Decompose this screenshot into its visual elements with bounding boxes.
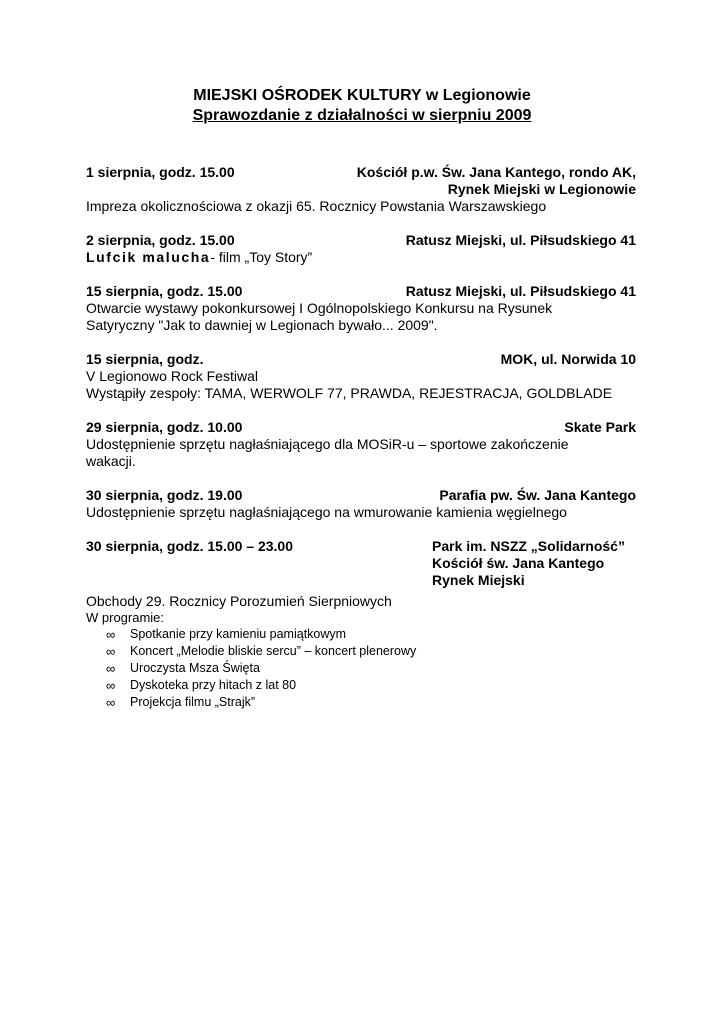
entry-place-line: Kościół p.w. Św. Jana Kantego, rondo AK, <box>356 164 636 180</box>
entry-description: Wystąpiły zespoły: TAMA, WERWOLF 77, PRAWDA, REJESTRACJA, GOLDBLADE <box>86 385 613 401</box>
report-entry <box>86 283 636 334</box>
entry-description: Impreza okolicznościowa z okazji 65. Rocznicy Powstania Warszawskiego <box>86 198 547 214</box>
entry-date: 30 sierpnia, godz. 15.00 – 23.00 <box>86 538 293 554</box>
program-item-text: Koncert „Melodie bliskie sercu” – koncert plenerowy <box>130 644 417 658</box>
entry-place-line: Ratusz Miejski, ul. Piłsudskiego 41 <box>405 232 636 248</box>
entry-place <box>357 164 636 198</box>
entry-place <box>501 351 636 368</box>
entry-place-line: Ratusz Miejski, ul. Piłsudskiego 41 <box>405 283 636 299</box>
report-entry <box>86 487 636 521</box>
report-entry <box>86 538 636 711</box>
document-title: MIEJSKI OŚRODEK KULTURY w Legionowie <box>193 87 531 104</box>
entry-date: 1 sierpnia, godz. 15.00 <box>86 164 235 180</box>
report-entries <box>86 164 636 728</box>
report-entry <box>86 164 636 215</box>
entry-place <box>439 487 636 504</box>
entry-description <box>86 249 636 266</box>
entry-description: Otwarcie wystawy pokonkursowej I Ogólnopolskiego Konkursu na Rysunek <box>86 300 553 316</box>
entry-date: 2 sierpnia, godz. 15.00 <box>86 232 235 248</box>
list-item <box>106 626 636 643</box>
infinity-bullet-icon: ∞ <box>106 661 116 676</box>
entry-date: 30 sierpnia, godz. 19.00 <box>86 487 243 503</box>
entry-description: wakacji. <box>86 453 136 469</box>
entry-description: Udostępnienie sprzętu nagłaśniającego dla MOSiR-u – sportowe zakończenie <box>86 436 569 452</box>
infinity-bullet-icon: ∞ <box>106 644 116 659</box>
entry-place-line: Rynek Miejski w Legionowie <box>447 181 636 197</box>
entry-place-line: Parafia pw. Św. Jana Kantego <box>439 487 636 503</box>
entry-description: V Legionowo Rock Festiwal <box>86 368 258 384</box>
program-item-text: Dyskoteka przy hitach z lat 80 <box>130 678 297 692</box>
entry-place-line: MOK, ul. Norwida 10 <box>500 351 636 367</box>
entry-description: Obchody 29. Rocznicy Porozumień Sierpniowych <box>86 593 392 609</box>
entry-place <box>406 283 636 300</box>
event-detail: - film „Toy Story” <box>210 249 313 265</box>
entry-date: 15 sierpnia, godz. 15.00 <box>86 283 243 299</box>
program-item-text: Spotkanie przy kamieniu pamiątkowym <box>130 627 347 641</box>
infinity-bullet-icon: ∞ <box>106 695 116 710</box>
event-name: Lufcik malucha <box>86 249 211 265</box>
entry-place <box>432 538 636 589</box>
list-item <box>106 643 636 660</box>
entry-place <box>564 419 636 436</box>
list-item <box>106 660 636 677</box>
report-entry <box>86 232 636 266</box>
program-item-text: Projekcja filmu „Strajk” <box>130 695 256 709</box>
entry-place-line: Skate Park <box>564 419 636 435</box>
entry-place-line: Rynek Miejski <box>432 572 525 588</box>
entry-place-line: Kościół św. Jana Kantego <box>432 555 605 571</box>
list-item <box>106 677 636 694</box>
entry-place <box>406 232 636 249</box>
entry-date: 15 sierpnia, godz. <box>86 351 204 367</box>
program-list <box>86 626 636 711</box>
entry-description: Satyryczny "Jak to dawniej w Legionach bywało... 2009". <box>86 317 438 333</box>
document-subtitle: Sprawozdanie z działalności w sierpniu 2009 <box>192 107 532 124</box>
program-label: W programie: <box>86 610 165 625</box>
entry-place-line: Park im. NSZZ „Solidarność” <box>432 538 625 554</box>
infinity-bullet-icon: ∞ <box>106 678 116 693</box>
infinity-bullet-icon: ∞ <box>106 627 116 642</box>
entry-description: Udostępnienie sprzętu nagłaśniającego na wmurowanie kamienia węgielnego <box>86 504 567 520</box>
list-item <box>106 694 636 711</box>
report-entry <box>86 351 636 402</box>
document-header <box>0 86 724 126</box>
entry-date: 29 sierpnia, godz. 10.00 <box>86 419 243 435</box>
report-entry <box>86 419 636 470</box>
program-item-text: Uroczysta Msza Święta <box>130 661 260 675</box>
